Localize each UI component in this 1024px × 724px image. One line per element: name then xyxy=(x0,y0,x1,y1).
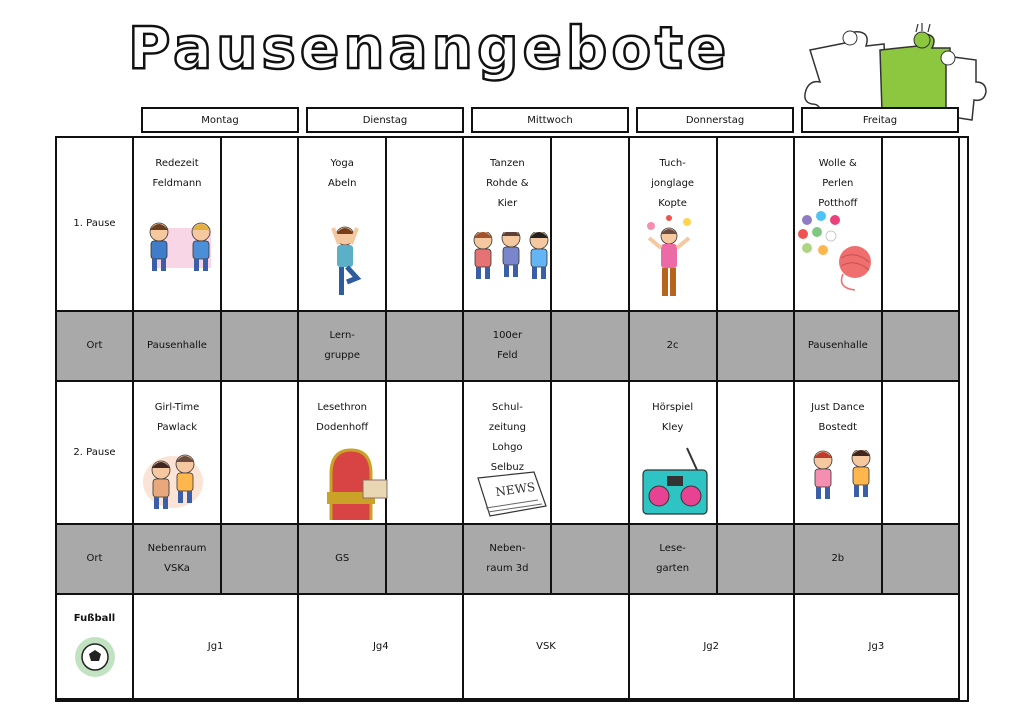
cell-text: Wolle & xyxy=(818,158,857,169)
ort2-empty-cell-dienstag xyxy=(387,525,464,595)
pause1-empty-cell-donnerstag xyxy=(718,138,795,312)
cell-text: Bostedt xyxy=(818,422,858,433)
yoga-girl-icon xyxy=(327,222,363,302)
cell-text: Kopte xyxy=(658,198,687,209)
cell-text: Abeln xyxy=(327,178,357,189)
row-label-ort1 xyxy=(57,312,134,382)
fussball-group: Jg3 xyxy=(868,640,885,652)
fussball-cell-montag xyxy=(134,595,299,700)
ort1-cell-mittwoch xyxy=(464,312,552,382)
cell-text: Perlen xyxy=(822,178,854,189)
ort2-empty-cell-freitag xyxy=(883,525,960,595)
cell-text: 2c xyxy=(666,340,679,351)
day-header-dienstag: Dienstag xyxy=(306,107,464,133)
ort1-empty-cell-dienstag xyxy=(387,312,464,382)
pause2-empty-cell-freitag xyxy=(883,382,960,525)
pause2-empty-cell-dienstag xyxy=(387,382,464,525)
cell-text: garten xyxy=(656,563,690,574)
cell-text: Rohde & xyxy=(486,178,529,189)
cell-text: Tanzen xyxy=(490,158,525,169)
cell-text: Just Dance xyxy=(811,402,865,413)
ort2-cell-mittwoch xyxy=(464,525,552,595)
ort2-cell-dienstag xyxy=(299,525,387,595)
cell-text: Girl-Time xyxy=(154,402,200,413)
day-header-montag: Montag xyxy=(141,107,299,133)
cell-text: Feldmann xyxy=(152,178,202,189)
fussball-group: Jg2 xyxy=(703,640,720,652)
fussball-cell-freitag xyxy=(795,595,960,700)
cell-text: Lohgo xyxy=(492,442,523,453)
ort1-cell-donnerstag xyxy=(630,312,718,382)
cell-text: raum 3d xyxy=(486,563,529,574)
ort1-cell-freitag xyxy=(795,312,883,382)
row-label-text: Ort xyxy=(86,553,103,564)
cell-text: Feld xyxy=(497,350,518,361)
day-header-mittwoch: Mittwoch xyxy=(471,107,629,133)
fussball-group: Jg1 xyxy=(207,640,224,652)
page-title: Pausenangebote xyxy=(128,14,731,82)
cell-text: Pausenhalle xyxy=(807,340,868,351)
pause1-cell-mittwoch xyxy=(464,138,552,312)
throne-book-icon xyxy=(321,444,391,524)
beads-yarn-icon xyxy=(797,210,879,298)
cell-text: zeitung xyxy=(488,422,526,433)
cell-text: Lern- xyxy=(329,330,355,341)
fussball-group: VSK xyxy=(536,640,556,652)
girls-sitting-icon xyxy=(141,452,205,510)
cell-text: Schul- xyxy=(491,402,523,413)
cell-text: Potthoff xyxy=(818,198,858,209)
row-label-ort2 xyxy=(57,525,134,595)
dancing-kids-icon xyxy=(469,232,553,280)
row-label-pause1 xyxy=(57,138,134,312)
cell-text: Redezeit xyxy=(155,158,199,169)
ort2-cell-donnerstag xyxy=(630,525,718,595)
ort2-empty-cell-montag xyxy=(222,525,299,595)
cell-text: Kier xyxy=(497,198,518,209)
cell-text: Hörspiel xyxy=(652,402,694,413)
cell-text: Pausenhalle xyxy=(147,340,207,351)
ort2-cell-montag xyxy=(134,525,222,595)
pause2-empty-cell-montag xyxy=(222,382,299,525)
ort1-cell-montag xyxy=(134,312,222,382)
cell-text: gruppe xyxy=(324,350,361,361)
kids-talking-icon xyxy=(137,220,223,284)
cell-text: Dodenhoff xyxy=(316,422,369,433)
pause2-empty-cell-donnerstag xyxy=(718,382,795,525)
cell-text: Kley xyxy=(661,422,684,433)
row-label-text: Ort xyxy=(86,340,103,351)
cell-text: Lese- xyxy=(659,543,686,554)
newspaper-icon xyxy=(472,468,552,520)
fussball-label: Fußball xyxy=(73,613,116,624)
ort2-cell-freitag xyxy=(795,525,883,595)
row-label-text: 1. Pause xyxy=(73,218,116,229)
day-header-donnerstag: Donnerstag xyxy=(636,107,794,133)
row-label-fussball xyxy=(57,595,134,700)
ort2-empty-cell-donnerstag xyxy=(718,525,795,595)
row-label-pause2 xyxy=(57,382,134,525)
fussball-group: Jg4 xyxy=(372,640,389,652)
ort1-empty-cell-freitag xyxy=(883,312,960,382)
svg-text:NEWS: NEWS xyxy=(494,479,537,500)
cell-text: 100er xyxy=(492,330,523,341)
pause1-empty-cell-freitag xyxy=(883,138,960,312)
pause2-empty-cell-mittwoch xyxy=(552,382,629,525)
ort1-empty-cell-donnerstag xyxy=(718,312,795,382)
row-label-text: 2. Pause xyxy=(73,446,116,458)
cell-text: Selbuz xyxy=(490,462,524,473)
cell-text: Nebenraum xyxy=(147,543,207,554)
dance-kids-icon xyxy=(801,450,885,508)
cell-text: VSKa xyxy=(164,563,190,574)
pause1-empty-cell-montag xyxy=(222,138,299,312)
cell-text: 2b xyxy=(831,553,845,564)
soccer-ball-icon xyxy=(71,633,119,681)
fussball-cell-mittwoch xyxy=(464,595,629,700)
cell-text: jonglage xyxy=(651,178,695,189)
cell-text: Lesethron xyxy=(317,402,367,413)
day-header-freitag: Freitag xyxy=(801,107,959,133)
juggling-woman-icon xyxy=(641,214,697,300)
ort1-empty-cell-montag xyxy=(222,312,299,382)
fussball-cell-dienstag xyxy=(299,595,464,700)
schedule-table xyxy=(55,136,969,702)
ort1-cell-dienstag xyxy=(299,312,387,382)
cell-text: Yoga xyxy=(330,158,354,169)
pause1-empty-cell-mittwoch xyxy=(552,138,629,312)
ort2-empty-cell-mittwoch xyxy=(552,525,629,595)
cell-text: Tuch- xyxy=(659,158,686,169)
cell-text: Pawlack xyxy=(156,422,198,433)
cell-text: Neben- xyxy=(489,543,526,554)
cell-text: GS xyxy=(335,553,350,564)
boombox-icon xyxy=(639,444,711,520)
ort1-empty-cell-mittwoch xyxy=(552,312,629,382)
fussball-cell-donnerstag xyxy=(630,595,795,700)
pause1-empty-cell-dienstag xyxy=(387,138,464,312)
